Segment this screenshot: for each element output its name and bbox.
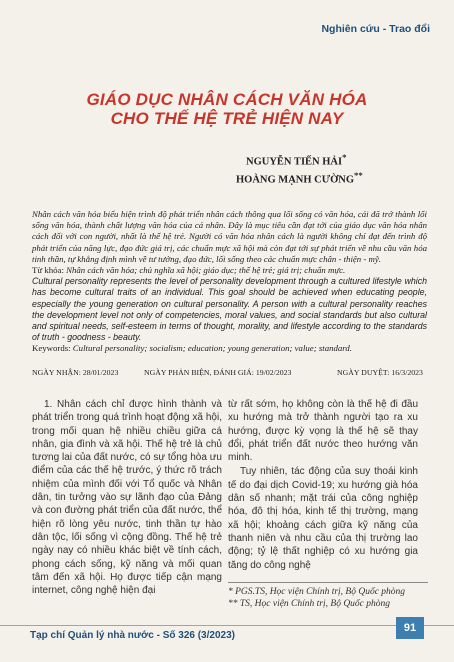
article-title-line-1: GIÁO DỤC NHÂN CÁCH VĂN HÓA [86, 90, 368, 109]
author-1: NGUYỄN TIẾN HẢI* [246, 152, 347, 168]
author-2: HOÀNG MẠNH CƯỜNG** [236, 169, 363, 185]
abstract-vi: Nhân cách văn hóa biểu hiện trình độ phát triển nhân cách thông qua lối sống có văn hóa, cái đã trở thành lối sống văn hóa, thành chất lượng văn hóa của cá nhân. Đây là mục tiêu cần đạt tới của giáo dục văn hóa nhân cách đối với con người, nhất là thế hệ trẻ. Người có văn hóa nhân cách là người không chỉ đạt đến trình độ phát triển của năng lực, đạo đức giá trị, các chuẩn mực xã hội mà còn đạt tới sự phát triển về nhu cầu văn hóa tinh thần, tự khẳng định mình về tư tưởng, đạo đức, lối sống theo các chuẩn mực chân - thiện - mỹ. [32, 209, 427, 264]
authors [236, 152, 363, 187]
footnote-1: * PGS.TS, Học viện Chính trị, Bộ Quốc phòng [228, 587, 406, 597]
abstract [32, 209, 427, 355]
body-paragraph: Tuy nhiên, tác động của suy thoái kinh tế do đại dịch Covid-19; xu hướng già hóa dân số nhanh; mặt trái của công nghiệp hóa, đô thị hóa, kinh tế thị trường, mạng xã hội; khoảng cách giữa kỹ năng của thanh niên và nhu cầu của thị trường lao động; tỷ lệ thất nghiệp có xu hướng gia tăng do công nghệ [228, 466, 418, 571]
body-column-1 [32, 398, 222, 598]
keywords-en: Keywords: Cultural personality; socialism; education; young generation; value; standard. [32, 343, 352, 354]
abstract-en: Cultural personality represents the level of personality development through a cultured lifestyle which has become cultural traits of an individual. This goal should be achieved when educating people, especially the young generation on cultural personality. A person with a cultural personality reaches the development level not only of competencies, moral values, and social standards but also cultural and spiritual needs, self-esteem in terms of thought, morality, and lifestyle according to the standards of truth - goodness - beauty. [32, 276, 427, 343]
date-received: NGÀY NHẬN: 28/01/2023 [32, 368, 119, 377]
body-paragraph: 1. Nhân cách chỉ được hình thành và phát triển trong quá trình hoạt động xã hội, trong mối quan hệ nhiều chiều giữa cá nhân, gia đình và xã hội. Thế hệ trẻ là chủ tương lai của đất nước, có sự tổng hòa ưu điểm của các thế hệ trước, ý thức rõ trách nhiệm của mình đối với Tổ quốc và Nhân dân, tin tưởng vào sự lãnh đạo của Đảng và con đường phát triển của đất nước, thể hiện rõ lòng yêu nước, tinh thần tự hào dân tộc, lối sống vì cộng đồng. Thế hệ trẻ ngày nay có nhiều khác biệt về tính cách, phong cách sống, kỹ năng và mối quan tâm đến xã hội. Họ được tiếp cận mạng internet, công nghệ hiện đại [32, 399, 222, 597]
section-header: Nghiên cứu - Trao đổi [321, 23, 430, 35]
body-column-2 [228, 398, 418, 573]
keywords-vi-label: Từ khóa: [32, 265, 64, 276]
body-paragraph: từ rất sớm, họ không còn là thế hệ đi đầu xu hướng mà trở thành người tạo ra xu hướng, được kỳ vọng là thế hệ sẽ thay đổi, phát triển đất nước theo hướng văn minh. [228, 399, 418, 464]
keywords-en-label: Keywords: [32, 343, 71, 354]
footer-rule [0, 625, 454, 626]
journal-name: Tạp chí Quản lý nhà nước - Số 326 (3/2023) [30, 630, 235, 641]
page-number: 91 [396, 617, 424, 639]
keywords-vi: Từ khóa: Nhân cách văn hóa; chủ nghĩa xã hội; giáo dục; thế hệ trẻ; giá trị; chuẩn mực. [32, 265, 346, 276]
footnote-2: ** TS, Học viện Chính trị, Bộ Quốc phòng [228, 598, 391, 609]
footnotes [228, 582, 428, 610]
author-2-mark: ** [354, 169, 363, 180]
date-approved: NGÀY DUYỆT: 16/3/2023 [337, 368, 423, 377]
date-reviewed: NGÀY PHẢN BIỆN, ĐÁNH GIÁ: 19/02/2023 [144, 368, 292, 377]
article-title-line-2: CHO THẾ HỆ TRẺ HIỆN NAY [110, 109, 344, 128]
author-1-mark: * [342, 152, 347, 162]
